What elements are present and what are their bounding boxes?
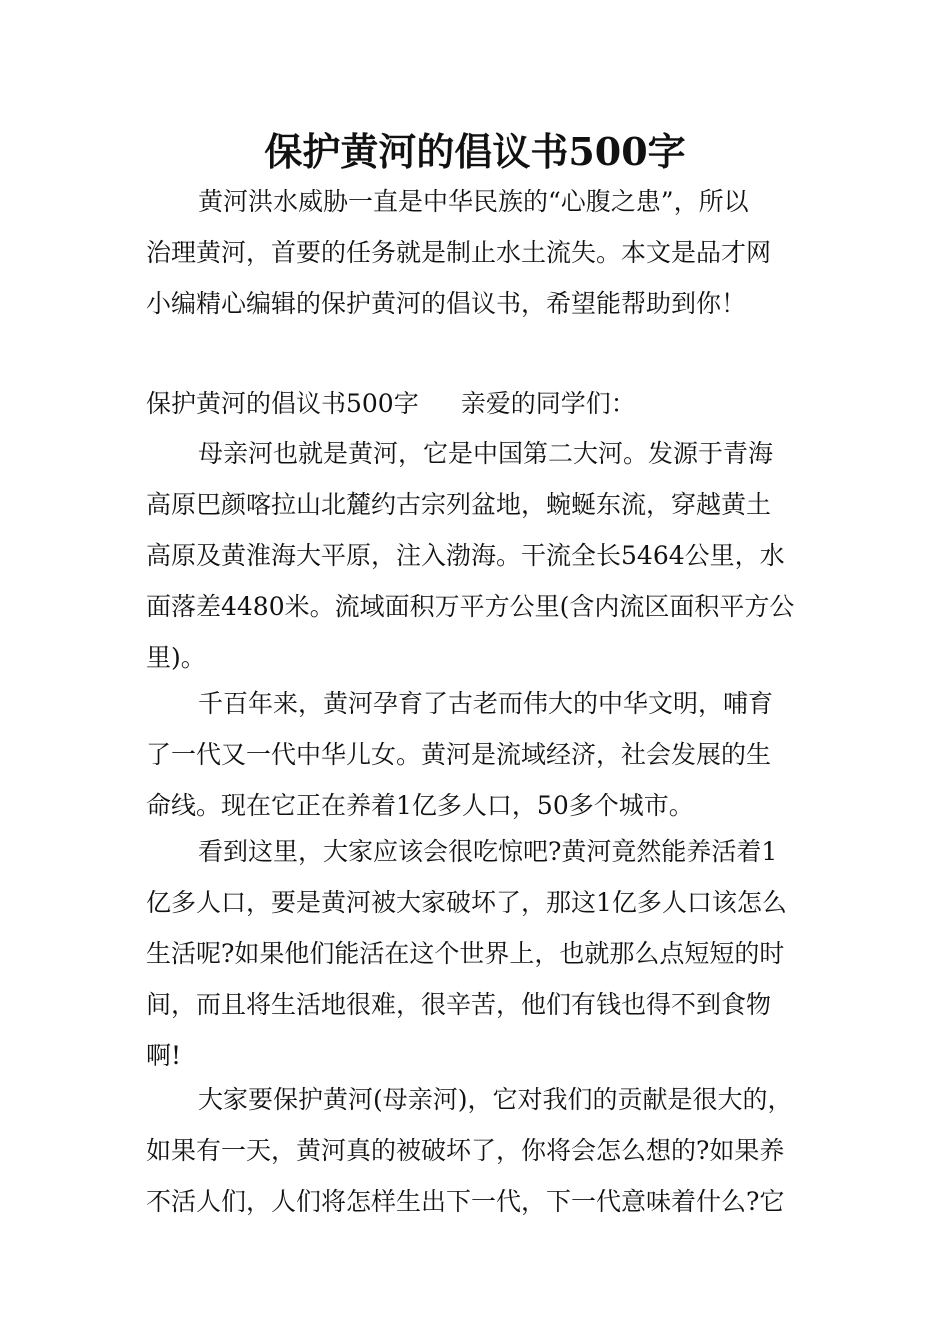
greeting: 亲爱的同学们：: [460, 389, 636, 418]
paragraph-4: [146, 1074, 826, 1227]
paragraph-line: 了一代又一代中华儿女。黄河是流域经济，社会发展的生: [146, 740, 772, 769]
paragraph-line: 母亲河也就是黄河，它是中国第二大河。发源于青海: [198, 439, 774, 468]
section-title: 保护黄河的倡议书500字: [146, 389, 419, 418]
paragraph-line: 不活人们，人们将怎样生出下一代，下一代意味着什么?它: [146, 1187, 785, 1216]
paragraph-line: 看到这里，大家应该会很吃惊吧?黄河竟然能养活着1: [198, 837, 778, 866]
paragraph-line: 里)。: [146, 643, 206, 672]
paragraph-line: 高原巴颜喀拉山北麓约古宗列盆地，蜿蜒东流，穿越黄土: [146, 490, 772, 519]
paragraph-line: 面落差4480米。流域面积万平方公里(含内流区面积平方公: [146, 592, 795, 621]
paragraph-line: 生活呢?如果他们能活在这个世界上，也就那么点短短的时: [146, 939, 785, 968]
paragraph-line: 命线。现在它正在养着1亿多人口，50多个城市。: [146, 791, 694, 820]
paragraph-line: 高原及黄淮海大平原，注入渤海。干流全长5464公里，水: [146, 541, 785, 570]
document-title: 保护黄河的倡议书500字: [264, 129, 686, 174]
intro-line: 黄河洪水威胁一直是中华民族的“心腹之患”，所以: [198, 187, 749, 216]
paragraph-line: 千百年来，黄河孕育了古老而伟大的中华文明，哺育: [198, 689, 774, 718]
paragraph-line: 啊!: [146, 1041, 182, 1070]
intro-line: 治理黄河，首要的任务就是制止水土流失。本文是品才网: [146, 238, 772, 267]
paragraph-line: 大家要保护黄河(母亲河)，它对我们的贡献是很大的，: [198, 1085, 793, 1114]
paragraph-3: [146, 826, 826, 1081]
intro-line: 小编精心编辑的保护黄河的倡议书，希望能帮助到你！: [146, 289, 747, 318]
paragraph-1: [146, 428, 826, 683]
intro-paragraph: [146, 176, 826, 329]
paragraph-line: 间，而且将生活地很难，很辛苦，他们有钱也得不到食物: [146, 990, 772, 1019]
paragraph-2: [146, 678, 826, 831]
paragraph-line: 如果有一天，黄河真的被破坏了，你将会怎么想的?如果养: [146, 1136, 785, 1165]
section-heading-row: [146, 378, 636, 429]
paragraph-line: 亿多人口，要是黄河被大家破坏了，那这1亿多人口该怎么: [146, 888, 787, 917]
